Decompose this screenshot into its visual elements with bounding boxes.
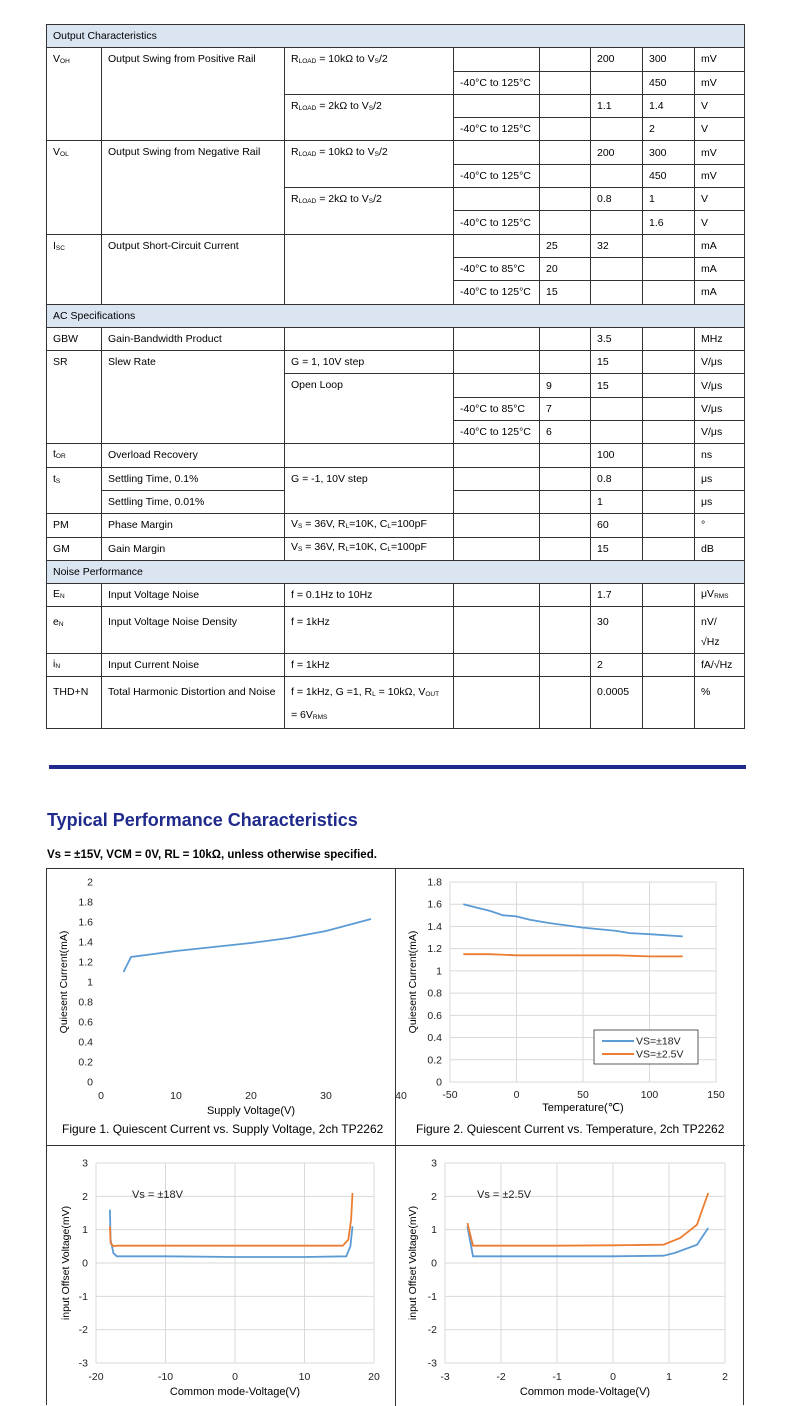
typ-cell: 32 [591,234,643,257]
unit-cell: mV [695,141,745,164]
y-axis-label: input Offset Voltage(mV) [60,1205,72,1321]
typ-cell: 60 [591,514,643,537]
y-tick-label: 0.4 [78,1036,93,1049]
max-cell: 1.4 [643,94,695,117]
symbol-cell: $V_{OH}$ [47,48,102,141]
typ-cell: 15 [591,537,643,560]
symbol-cell: GBW [47,327,102,350]
condition-cell: $R_{LOAD} = 10k\Omega$ to $V_S/2$ [285,141,454,188]
condition-cell: $R_{LOAD} = 10k\Omega$ to $V_S/2$ [285,48,454,95]
y-axis-label: input Offset Voltage(mV) [407,1205,419,1321]
parameter-cell: Total Harmonic Distortion and Noise [102,677,285,729]
symbol-cell: SR [47,351,102,444]
typ-cell: 0.0005 [591,677,643,729]
x-tick-label: 40 [395,1090,407,1102]
unit-cell: mV [695,48,745,71]
table-row [47,537,745,560]
unit-cell: V/μs [695,397,745,420]
max-cell: 300 [643,141,695,164]
condition-cell: G = 1, 10V step [285,351,454,374]
y-tick-label: 1.6 [78,916,93,929]
y-tick-label: 1.4 [78,936,93,949]
typ-cell: 0.8 [591,188,643,211]
temp-cell: -40°C to 85°C [454,397,540,420]
spec-table [46,24,745,729]
chart-quiescent-vs-temperature [396,869,745,1145]
y-tick-label: 3 [82,1157,88,1170]
condition-cell: $R_{LOAD} = 2k\Omega$ to $V_S/2$ [285,188,454,235]
typ-cell: 200 [591,48,643,71]
typ-cell: 3.5 [591,327,643,350]
y-tick-label: 0.4 [427,1032,442,1045]
y-tick-label: 1.2 [427,943,442,956]
y-tick-label: 2 [82,1190,88,1203]
x-tick-label: 10 [170,1090,182,1102]
figure-2-caption: Figure 2. Quiescent Current vs. Temperature, 2ch TP2262 [416,1122,725,1136]
series-line [110,1210,353,1257]
typ-cell: 1 [591,490,643,513]
y-tick-label: 0.2 [427,1054,442,1067]
x-tick-label: -10 [157,1371,174,1383]
temp-cell: -40°C to 125°C [454,281,540,304]
typ-cell: 0.8 [591,467,643,490]
series-line [124,919,372,972]
y-tick-label: 0.6 [427,1009,442,1022]
x-tick-label: -50 [442,1089,458,1101]
table-row [47,607,745,654]
x-axis-label: Supply Voltage(V) [206,1105,296,1117]
y-tick-label: 0 [82,1257,88,1270]
section-row [47,560,745,583]
x-tick-label: 20 [368,1371,380,1383]
max-cell: 450 [643,71,695,94]
symbol-cell: $i_N$ [47,653,102,676]
typ-cell: 30 [591,607,643,654]
table-row [47,48,745,71]
y-axis-label: Quiesent Current(mA) [58,930,70,1034]
parameter-cell: Output Swing from Negative Rail [102,141,285,234]
parameter-cell: Gain Margin [102,537,285,560]
section-title: AC Specifications [47,304,745,327]
y-tick-label: -2 [427,1324,437,1337]
typ-cell: 2 [591,653,643,676]
y-tick-label: -1 [427,1290,437,1303]
x-tick-label: -3 [440,1371,450,1383]
y-tick-label: -1 [78,1290,88,1303]
x-tick-label: 150 [707,1089,725,1101]
x-tick-label: -20 [88,1371,104,1383]
y-tick-label: 1 [436,965,442,978]
condition-cell: G = -1, 10V step [285,467,454,514]
symbol-cell: $E_N$ [47,584,102,607]
condition-cell: f = 0.1Hz to 10Hz [285,584,454,607]
x-tick-label: 0 [232,1371,238,1383]
x-tick-label: -1 [552,1371,562,1383]
unit-cell: nV/ √Hz [695,607,745,654]
y-tick-label: 0 [87,1076,93,1089]
unit-cell: ° [695,514,745,537]
unit-cell: mA [695,234,745,257]
table-row [47,444,745,467]
min-cell: 15 [540,281,591,304]
condition-cell: $R_{LOAD} = 2k\Omega$ to $V_S/2$ [285,94,454,141]
y-tick-label: -3 [427,1357,437,1370]
min-cell: 6 [540,421,591,444]
symbol-cell: $t_{OR}$ [47,444,102,467]
typ-cell: 1.1 [591,94,643,117]
chart-quiescent-vs-supply [47,869,407,1145]
unit-cell: % [695,677,745,729]
temp-cell: -40°C to 125°C [454,211,540,234]
unit-cell: mV [695,164,745,187]
min-cell: 7 [540,397,591,420]
unit-cell: V [695,94,745,117]
typ-cell: 100 [591,444,643,467]
table-row [47,141,745,164]
y-axis-label: Quiesent Current(mA) [407,930,419,1034]
parameter-cell: Input Voltage Noise [102,584,285,607]
table-row [47,677,745,729]
chart-offset-vs-cm-18v [47,1146,395,1406]
condition-cell: Open Loop [285,374,454,444]
x-tick-label: 0 [513,1089,520,1101]
x-tick-label: 0 [610,1371,616,1383]
unit-cell: μs [695,490,745,513]
condition-cell: f = 1kHz, G =1, $R_L = 10k\Omega$, $V_{OUT} = 6V_{RMS}$ [285,677,454,729]
unit-cell: V/μs [695,421,745,444]
parameter-cell: Slew Rate [102,351,285,444]
figure-grid [46,868,744,1405]
max-cell: 300 [643,48,695,71]
symbol-cell: PM [47,514,102,537]
condition-cell: f = 1kHz [285,653,454,676]
y-tick-label: 2 [87,876,93,889]
max-cell: 1 [643,188,695,211]
page-heading: Typical Performance Characteristics [47,810,358,830]
legend-label: VS=±18V [636,1035,681,1048]
y-tick-label: 0 [436,1076,442,1089]
symbol-cell: THD+N [47,677,102,729]
x-axis-label: Temperature(℃) [542,1102,624,1114]
parameter-cell: Output Swing from Positive Rail [102,48,285,141]
y-tick-label: 3 [431,1157,437,1170]
temp-cell: -40°C to 85°C [454,257,540,280]
parameter-cell: Gain-Bandwidth Product [102,327,285,350]
x-tick-label: 20 [245,1090,257,1102]
table-row [47,234,745,257]
table-row [47,584,745,607]
min-cell: 20 [540,257,591,280]
y-tick-label: 2 [431,1190,437,1203]
section-title: Output Characteristics [47,25,745,48]
y-tick-label: 0.8 [427,987,442,1000]
unit-cell: ns [695,444,745,467]
x-axis-label: Common mode-Voltage(V) [169,1386,301,1398]
x-tick-label: 10 [298,1371,311,1383]
parameter-cell: Phase Margin [102,514,285,537]
y-tick-label: 1.8 [427,876,442,889]
test-conditions: Vs = ±15V, VCM = 0V, RL = 10kΩ, unless otherwise specified. [47,849,377,861]
section-title: Noise Performance [47,560,745,583]
y-tick-label: 0 [431,1257,437,1270]
figure-1-caption: Figure 1. Quiescent Current vs. Supply Voltage, 2ch TP2262 [62,1122,384,1136]
unit-cell: $\mu V_{RMS}$ [695,584,745,607]
max-cell: 2 [643,118,695,141]
x-tick-label: 1 [666,1371,672,1383]
table-row [47,653,745,676]
unit-cell: mA [695,257,745,280]
parameter-cell: Overload Recovery [102,444,285,467]
y-tick-label: 1.4 [427,920,442,933]
max-cell: 450 [643,164,695,187]
y-tick-label: 1.8 [78,896,93,909]
typ-cell: 15 [591,351,643,374]
table-row [47,351,745,374]
typ-cell: 15 [591,374,643,397]
unit-cell: μs [695,467,745,490]
y-tick-label: 1 [87,976,93,989]
x-tick-label: 30 [320,1090,332,1102]
min-cell: 9 [540,374,591,397]
x-tick-label: 0 [98,1090,104,1102]
symbol-cell: $t_S$ [47,467,102,514]
chart-offset-vs-cm-2v5 [396,1146,745,1406]
y-tick-label: 1 [82,1224,88,1237]
unit-cell: MHz [695,327,745,350]
section-divider [49,765,746,769]
table-row [47,467,745,490]
section-row [47,25,745,48]
y-tick-label: 0.2 [78,1056,93,1069]
parameter-cell: Settling Time, 0.1% [102,467,285,490]
condition-cell: $V_S = 36V$, $R_L=10K$, $C_L=100pF$ [285,514,454,537]
legend-label: VS=±2.5V [636,1048,684,1061]
unit-cell: mV [695,71,745,94]
x-tick-label: -2 [496,1371,506,1383]
unit-cell: V [695,211,745,234]
table-row [47,514,745,537]
parameter-cell: Input Voltage Noise Density [102,607,285,654]
unit-cell: V [695,188,745,211]
y-tick-label: -2 [78,1324,88,1337]
symbol-cell: $e_N$ [47,607,102,654]
chart-annotation: Vs = ±18V [132,1189,183,1201]
y-tick-label: 1 [431,1224,437,1237]
typ-cell: 200 [591,141,643,164]
parameter-cell: Output Short-Circuit Current [102,234,285,304]
parameter-cell: Input Current Noise [102,653,285,676]
temp-cell: -40°C to 125°C [454,71,540,94]
chart-annotation: Vs = ±2.5V [477,1189,532,1201]
y-tick-label: 0.6 [78,1016,93,1029]
typ-cell: 1.7 [591,584,643,607]
table-row [47,327,745,350]
x-tick-label: 50 [577,1089,589,1101]
temp-cell: -40°C to 125°C [454,164,540,187]
symbol-cell: $V_{OL}$ [47,141,102,234]
condition-cell: $V_S = 36V$, $R_L=10K$, $C_L=100pF$ [285,537,454,560]
temp-cell: -40°C to 125°C [454,421,540,444]
symbol-cell: GM [47,537,102,560]
unit-cell: fA/√Hz [695,653,745,676]
unit-cell: mA [695,281,745,304]
min-cell: 25 [540,234,591,257]
x-tick-label: 100 [640,1089,659,1101]
unit-cell: V/μs [695,374,745,397]
max-cell: 1.6 [643,211,695,234]
unit-cell: dB [695,537,745,560]
y-tick-label: 1.6 [427,898,442,911]
unit-cell: V/μs [695,351,745,374]
y-tick-label: 0.8 [78,996,93,1009]
section-row [47,304,745,327]
symbol-cell: $I_{SC}$ [47,234,102,304]
parameter-cell: Settling Time, 0.01% [102,490,285,513]
condition-cell: f = 1kHz [285,607,454,654]
y-tick-label: 1.2 [78,956,93,969]
unit-cell: V [695,118,745,141]
y-tick-label: -3 [78,1357,88,1370]
x-tick-label: 2 [722,1371,728,1383]
x-axis-label: Common mode-Voltage(V) [519,1386,651,1398]
temp-cell: -40°C to 125°C [454,118,540,141]
